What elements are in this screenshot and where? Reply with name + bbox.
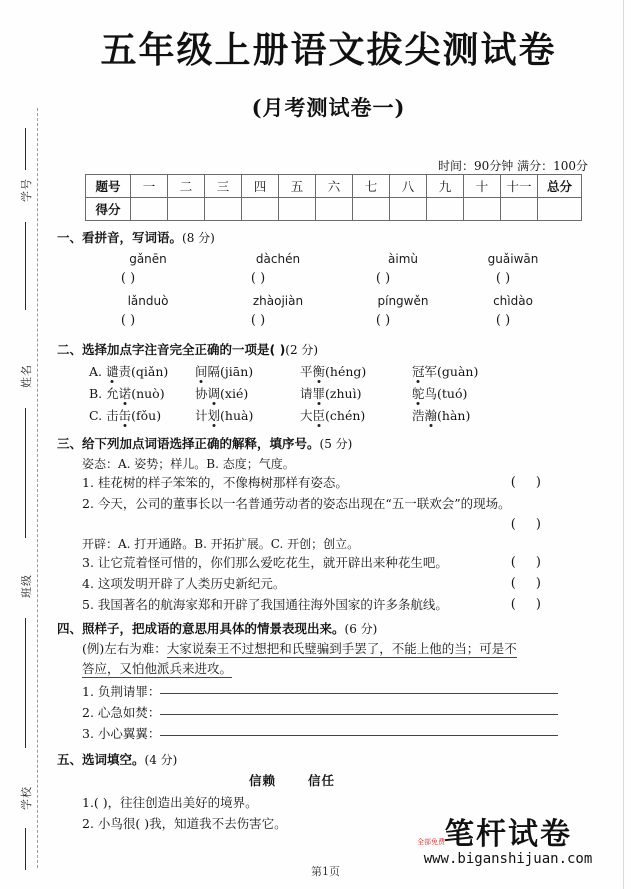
dotted-char: 诺 <box>118 386 132 401</box>
option-text: (héng) <box>325 364 367 379</box>
question-3-2[interactable] <box>57 493 587 514</box>
option-text: (hàn) <box>437 408 471 423</box>
word-bank <box>57 771 587 789</box>
seal-label-name: 姓名 <box>20 364 33 388</box>
section-heading-1 <box>57 228 587 246</box>
answer-line-2[interactable] <box>160 714 558 715</box>
option-text: 军(guàn) <box>424 364 479 379</box>
answer-blank[interactable]: ( ) <box>510 517 549 532</box>
dotted-char: 瀚 <box>424 408 438 423</box>
question-text: 2. 今天，公司的董事长以一名普通劳动者的姿态出现在“五一联欢会”的现场。 <box>82 496 511 511</box>
definition-kaipi: 开辟：A. 打开通路。B. 开拓扩展。C. 开创；创立。 <box>82 537 360 551</box>
score-table-header-label: 题号 <box>86 175 131 198</box>
option-text: 协 <box>195 386 208 401</box>
question-5-1[interactable] <box>57 792 587 813</box>
example-underlined-text-2: 答应，又怕他派兵来进攻。 <box>82 661 233 676</box>
seal-label-school: 学校 <box>20 786 33 810</box>
option-c-item-3 <box>300 406 365 424</box>
section-3-title: 三、给下列加点词语选择正确的解释，填序号。 <box>57 436 320 451</box>
question-3-5[interactable] <box>57 594 587 615</box>
answer-blank-8[interactable]: ( ) <box>495 313 511 328</box>
option-row-a[interactable] <box>57 362 587 384</box>
question-3-1[interactable] <box>57 472 587 493</box>
pinyin-word-6: zhàojiàn <box>252 294 304 308</box>
score-table-col-3: 三 <box>205 175 242 198</box>
score-table-col-2: 二 <box>168 175 205 198</box>
score-table-col-8: 八 <box>390 175 427 198</box>
answer-blank-2[interactable]: ( ) <box>250 271 266 286</box>
question-3-2-answer[interactable] <box>57 514 587 532</box>
score-cell-6[interactable] <box>316 198 353 221</box>
definition-zitai: 姿态：A. 姿势；样儿。B. 态度；气度。 <box>82 457 295 471</box>
answer-blank[interactable]: ( ) <box>510 597 549 612</box>
answer-line-3[interactable] <box>160 735 558 736</box>
option-text: (nuò) <box>131 386 165 401</box>
seal-rule <box>25 222 26 310</box>
idiom-label-1: 1. 负荆请罪： <box>82 684 161 699</box>
question-text: 4. 这项发明开辟了人类历史新纪元。 <box>82 576 286 591</box>
score-cell-2[interactable] <box>168 198 205 221</box>
score-table-score-label: 得分 <box>86 198 131 221</box>
example-line-1 <box>57 639 587 659</box>
question-text[interactable]: 1.( )，往往创造出美好的境界。 <box>82 795 258 810</box>
dotted-char: 谴 <box>106 364 119 379</box>
option-c-item-1 <box>89 406 161 424</box>
answer-line-1[interactable] <box>160 693 558 694</box>
idiom-label-3: 3. 小心翼翼： <box>82 726 161 741</box>
seal-rule <box>25 618 26 748</box>
option-row-c[interactable] <box>57 406 587 428</box>
question-text[interactable]: 2. 小鸟很( )我，知道我不去伤害它。 <box>82 816 287 831</box>
pinyin-row-1 <box>57 252 587 271</box>
option-a-item-1 <box>89 362 168 380</box>
pinyin-word-8: chìdào <box>493 294 533 308</box>
watermark-url: www.biganshijuan.com <box>423 851 593 867</box>
page-subtitle: (月考测试卷一) <box>251 95 406 120</box>
option-c-item-4 <box>412 406 470 424</box>
score-cell-1[interactable] <box>131 198 168 221</box>
section-heading-3 <box>57 434 587 452</box>
score-cell-7[interactable] <box>353 198 390 221</box>
dotted-char: 划 <box>207 408 221 423</box>
answer-blank-6[interactable]: ( ) <box>250 313 266 328</box>
section-2-points: (2 分) <box>285 343 319 357</box>
score-table <box>85 174 582 221</box>
option-text: (huà) <box>220 408 254 423</box>
option-text: 请 <box>300 386 313 401</box>
score-table-col-10: 十 <box>464 175 501 198</box>
section-5-title: 五、选词填空。 <box>57 752 145 767</box>
example-line-2 <box>57 659 587 679</box>
answer-blank[interactable]: ( ) <box>510 475 549 490</box>
section-4-title: 四、照样子，把成语的意思用具体的情景表现出来。 <box>57 621 345 636</box>
table-row-question-numbers <box>86 175 582 198</box>
exam-meta-info: 时间：90分钟 满分：100分 <box>438 159 588 173</box>
score-table-col-1: 一 <box>131 175 168 198</box>
score-cell-8[interactable] <box>390 198 427 221</box>
table-row-scores <box>86 198 582 221</box>
option-b-item-2 <box>195 384 248 402</box>
pinyin-exercise-block <box>57 252 587 333</box>
option-text: (fǒu) <box>131 408 162 423</box>
score-cell-total[interactable] <box>538 198 582 221</box>
pinyin-word-5: lǎnduò <box>127 294 169 308</box>
section-heading-4 <box>57 619 587 637</box>
dotted-char: 冠 <box>412 364 425 379</box>
option-c-label: C. <box>89 408 103 423</box>
section-heading-5 <box>57 750 587 768</box>
option-text: 责(qiǎn) <box>118 364 169 379</box>
option-text: (chén) <box>325 408 366 423</box>
option-a-label: A. <box>89 364 103 379</box>
page-number: 第1页 <box>311 865 340 878</box>
pinyin-word-2: dàchén <box>255 252 301 266</box>
fill-row-4-3[interactable] <box>57 723 587 744</box>
section-heading-2 <box>57 340 587 358</box>
question-3-4[interactable] <box>57 573 587 594</box>
fill-row-4-2[interactable] <box>57 702 587 723</box>
dotted-char: 衡 <box>312 364 326 379</box>
page-title: 五年级上册语文拔尖测试卷 <box>100 29 557 71</box>
option-text: 隔(jiān) <box>207 364 254 379</box>
option-b-item-1 <box>89 384 165 402</box>
question-text: 5. 我国著名的航海家郑和开辟了我国通往海外国家的许多条航线。 <box>82 597 448 612</box>
question-text: 3. 让它荒着怪可惜的，你们那么爱吃花生，就开辟出来种花生吧。 <box>82 555 448 570</box>
option-a-item-3 <box>300 362 366 380</box>
option-b-label: B. <box>89 386 103 401</box>
answer-blank-7[interactable]: ( ) <box>375 313 391 328</box>
section-2-title: 二、选择加点字注音完全正确的一项是( ) <box>57 342 286 357</box>
watermark-brand: 笔杆试卷 <box>444 817 572 852</box>
dotted-char: 鸵 <box>412 386 425 401</box>
score-cell-3[interactable] <box>205 198 242 221</box>
score-cell-10[interactable] <box>464 198 501 221</box>
answer-blank-5[interactable]: ( ) <box>120 313 136 328</box>
dotted-char: 臣 <box>312 408 326 423</box>
dotted-char: 间 <box>195 364 208 379</box>
option-text: 平 <box>300 364 313 379</box>
dotted-char: 调 <box>207 386 221 401</box>
option-text: (zhuì) <box>325 386 362 401</box>
idiom-label-2: 2. 心急如焚： <box>82 705 161 720</box>
score-table-col-5: 五 <box>279 175 316 198</box>
option-b-item-3 <box>300 384 361 402</box>
answer-blank-4[interactable]: ( ) <box>495 271 511 286</box>
section-1-title: 一、看拼音，写词语。 <box>57 230 183 245</box>
seal-rule <box>25 128 26 170</box>
seal-rule <box>25 408 26 538</box>
watermark <box>403 817 613 867</box>
pinyin-word-1: gǎnēn <box>129 252 167 266</box>
section-1-points: (8 分) <box>182 231 215 245</box>
option-text: 鸟(tuó) <box>424 386 468 401</box>
section-4-points: (6 分) <box>344 622 378 636</box>
option-b-item-4 <box>412 384 467 402</box>
seal-label-student-id: 学号 <box>20 178 33 202</box>
dotted-char: 罪 <box>312 386 326 401</box>
score-cell-9[interactable] <box>427 198 464 221</box>
page-edge-line <box>623 0 624 889</box>
option-text: 计 <box>195 408 208 423</box>
pinyin-answer-row-1 <box>57 271 587 291</box>
word-bank-item-2: 信任 <box>308 773 336 788</box>
option-a-item-2 <box>195 362 253 380</box>
question-text: 1. 桂花树的样子笨笨的，不像梅树那样有姿态。 <box>82 475 348 490</box>
answer-blank[interactable]: ( ) <box>510 576 549 591</box>
option-text: (xié) <box>220 386 249 401</box>
example-prefix: (例)左右为难： <box>82 641 167 656</box>
score-table-col-total: 总分 <box>538 175 582 198</box>
score-cell-5[interactable] <box>279 198 316 221</box>
option-text: 浩 <box>412 408 425 423</box>
word-bank-item-1: 信赖 <box>248 773 276 788</box>
section-3-points: (5 分) <box>319 437 353 451</box>
watermark-free-badge: 全部免费 <box>417 838 445 846</box>
seal-dashed-line <box>37 108 38 868</box>
option-text: 允 <box>106 386 119 401</box>
pinyin-word-7: píngwěn <box>377 294 429 308</box>
score-table-col-9: 九 <box>427 175 464 198</box>
answer-blank-3[interactable]: ( ) <box>375 271 391 286</box>
section-5-points: (4 分) <box>144 753 178 767</box>
score-cell-4[interactable] <box>242 198 279 221</box>
exam-content <box>57 228 587 834</box>
example-underlined-text-1: 大家说秦王不过想把和氏璧骗到手罢了，不能上他的当；可是不 <box>166 641 517 656</box>
answer-blank[interactable]: ( ) <box>510 555 549 570</box>
pinyin-row-2 <box>57 294 587 313</box>
seal-label-class: 班级 <box>20 574 33 598</box>
pinyin-word-3: àimù <box>388 252 418 266</box>
seal-margin <box>0 0 44 889</box>
score-table-col-6: 六 <box>316 175 353 198</box>
answer-blank-1[interactable]: ( ) <box>120 271 136 286</box>
option-row-b[interactable] <box>57 384 587 406</box>
pinyin-word-4: guǎiwān <box>487 252 539 266</box>
fill-row-4-1[interactable] <box>57 681 587 702</box>
question-3-3[interactable] <box>57 552 587 573</box>
score-table-col-4: 四 <box>242 175 279 198</box>
dotted-char: 缶 <box>118 408 132 423</box>
option-c-item-2 <box>195 406 253 424</box>
option-text: 击 <box>106 408 119 423</box>
pinyin-answer-row-2 <box>57 313 587 333</box>
score-cell-11[interactable] <box>501 198 538 221</box>
score-table-col-7: 七 <box>353 175 390 198</box>
score-table-col-11: 十一 <box>501 175 538 198</box>
option-text: 大 <box>300 408 313 423</box>
option-a-item-4 <box>412 362 478 380</box>
